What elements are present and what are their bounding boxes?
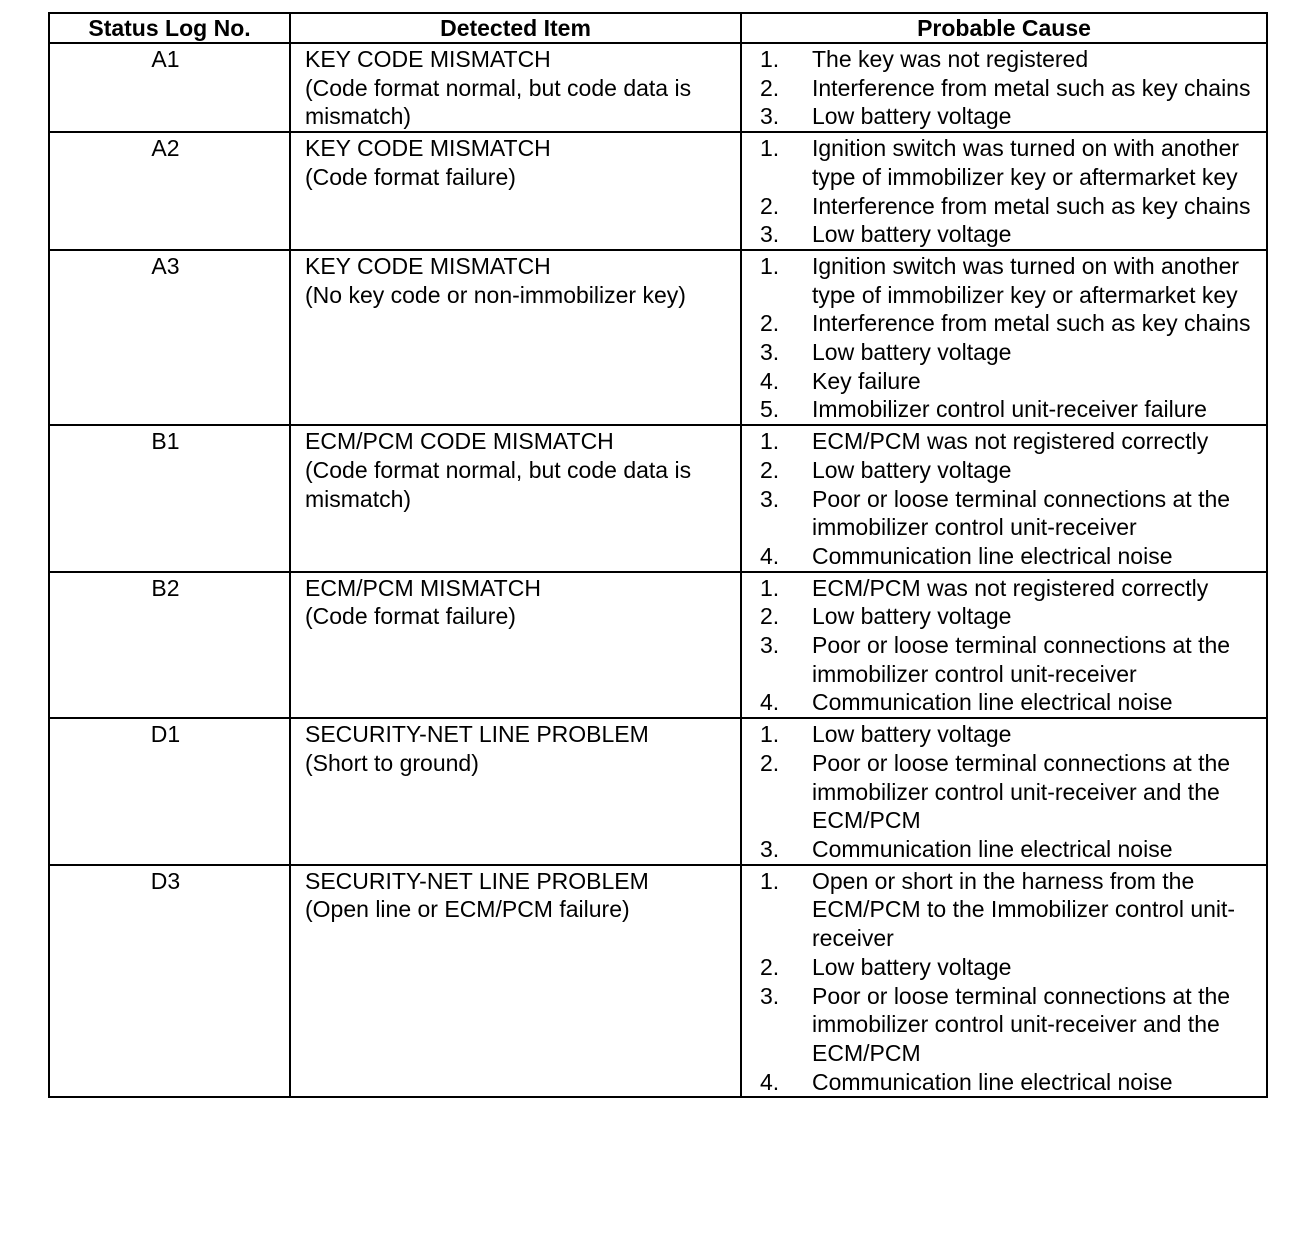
probable-cause-item <box>760 367 1260 396</box>
probable-cause-item <box>760 102 1260 131</box>
status-log-table <box>48 12 1268 1098</box>
probable-cause-item <box>760 542 1260 571</box>
cause-number: 4. <box>760 1068 780 1095</box>
detected-item-detail: (Code format failure) <box>305 163 516 190</box>
status-log-table-wrapper <box>48 12 1266 1098</box>
probable-cause-cell <box>741 132 1267 250</box>
status-log-cell: A3 <box>49 250 290 425</box>
probable-cause-item <box>760 252 1260 309</box>
table-row <box>49 425 1267 572</box>
cause-number: 3. <box>760 835 780 862</box>
cause-text: Ignition switch was turned on with another type of immobilizer key or aftermarket key <box>812 135 1240 190</box>
probable-cause-item <box>760 835 1260 864</box>
cause-number: 1. <box>760 721 780 748</box>
probable-cause-item <box>760 1068 1260 1097</box>
cause-text: Immobilizer control unit-receiver failure <box>812 396 1207 423</box>
cause-number: 4. <box>760 689 780 716</box>
probable-cause-item <box>760 309 1260 338</box>
cause-number: 2. <box>760 953 780 980</box>
probable-cause-item <box>760 867 1260 953</box>
header-status-log: Status Log No. <box>49 13 290 43</box>
header-detected-item: Detected Item <box>290 13 741 43</box>
probable-cause-cell <box>741 250 1267 425</box>
probable-cause-item <box>760 192 1260 221</box>
cause-number: 1. <box>760 574 780 601</box>
cause-text: ECM/PCM was not registered correctly <box>812 574 1209 601</box>
detected-item-cell <box>290 425 741 572</box>
detected-item-title: KEY CODE MISMATCH <box>305 252 551 279</box>
detected-item-title: KEY CODE MISMATCH <box>305 135 551 162</box>
cause-text: Low battery voltage <box>812 103 1012 130</box>
cause-text: Communication line electrical noise <box>812 689 1173 716</box>
cause-text: Key failure <box>812 367 921 394</box>
cause-number: 1. <box>760 252 780 279</box>
cause-number: 3. <box>760 632 780 659</box>
probable-cause-list <box>760 427 1260 571</box>
probable-cause-item <box>760 134 1260 191</box>
cause-text: Low battery voltage <box>812 953 1012 980</box>
cause-number: 2. <box>760 749 780 776</box>
probable-cause-item <box>760 574 1260 603</box>
detected-item-cell <box>290 250 741 425</box>
probable-cause-list <box>760 720 1260 864</box>
detected-item-title: ECM/PCM CODE MISMATCH <box>305 428 614 455</box>
status-log-cell: D3 <box>49 865 290 1098</box>
cause-text: Interference from metal such as key chains <box>812 74 1251 101</box>
probable-cause-cell <box>741 865 1267 1098</box>
probable-cause-item <box>760 953 1260 982</box>
cause-number: 2. <box>760 74 780 101</box>
probable-cause-cell <box>741 718 1267 865</box>
probable-cause-item <box>760 338 1260 367</box>
cause-text: ECM/PCM was not registered correctly <box>812 428 1209 455</box>
probable-cause-item <box>760 720 1260 749</box>
cause-number: 4. <box>760 367 780 394</box>
cause-text: Ignition switch was turned on with another type of immobilizer key or aftermarket key <box>812 252 1240 308</box>
detected-item-detail: (Code format normal, but code data is mismatch) <box>305 456 692 512</box>
table-body <box>49 43 1267 1097</box>
probable-cause-list <box>760 574 1260 718</box>
detected-item-title: SECURITY-NET LINE PROBLEM <box>305 867 649 894</box>
cause-number: 4. <box>760 542 780 569</box>
table-row <box>49 572 1267 719</box>
cause-text: Low battery voltage <box>812 456 1012 483</box>
table-row <box>49 250 1267 425</box>
status-log-cell: A2 <box>49 132 290 250</box>
detected-item-cell <box>290 865 741 1098</box>
probable-cause-item <box>760 220 1260 249</box>
cause-text: Open or short in the harness from the ECM/PCM to the Immobilizer control unit-receiver <box>812 867 1236 952</box>
table-header-row <box>49 13 1267 43</box>
probable-cause-item <box>760 74 1260 103</box>
probable-cause-item <box>760 395 1260 424</box>
cause-number: 2. <box>760 603 780 630</box>
status-log-cell: B1 <box>49 425 290 572</box>
status-log-cell: D1 <box>49 718 290 865</box>
probable-cause-list <box>760 867 1260 1097</box>
status-log-cell: A1 <box>49 43 290 132</box>
probable-cause-item <box>760 485 1260 542</box>
table-row <box>49 865 1267 1098</box>
detected-item-title: ECM/PCM MISMATCH <box>305 574 541 601</box>
detected-item-title: SECURITY-NET LINE PROBLEM <box>305 721 649 748</box>
probable-cause-item <box>760 631 1260 688</box>
detected-item-cell <box>290 718 741 865</box>
probable-cause-cell <box>741 572 1267 719</box>
detected-item-detail: (Short to ground) <box>305 749 479 776</box>
detected-item-cell <box>290 43 741 132</box>
detected-item-cell <box>290 572 741 719</box>
cause-text: Low battery voltage <box>812 221 1012 248</box>
cause-text: Communication line electrical noise <box>812 1068 1173 1095</box>
cause-number: 1. <box>760 428 780 455</box>
table-row <box>49 132 1267 250</box>
cause-number: 1. <box>760 135 780 162</box>
cause-number: 2. <box>760 456 780 483</box>
table-row <box>49 718 1267 865</box>
probable-cause-cell <box>741 43 1267 132</box>
probable-cause-list <box>760 134 1260 249</box>
probable-cause-cell <box>741 425 1267 572</box>
status-log-cell: B2 <box>49 572 290 719</box>
cause-text: Interference from metal such as key chains <box>812 310 1251 337</box>
cause-text: Poor or loose terminal connections at the immobilizer control unit-receiver and the ECM/PCM <box>812 982 1231 1066</box>
cause-number: 2. <box>760 192 780 219</box>
detected-item-cell <box>290 132 741 250</box>
cause-number: 3. <box>760 221 780 248</box>
probable-cause-item <box>760 602 1260 631</box>
cause-text: Low battery voltage <box>812 721 1012 748</box>
cause-text: Low battery voltage <box>812 339 1012 366</box>
detected-item-detail: (Code format failure) <box>305 603 516 630</box>
header-probable-cause: Probable Cause <box>741 13 1267 43</box>
cause-text: Interference from metal such as key chains <box>812 192 1251 219</box>
detected-item-detail: (Open line or ECM/PCM failure) <box>305 896 630 923</box>
cause-number: 3. <box>760 982 780 1009</box>
probable-cause-list <box>760 252 1260 424</box>
cause-number: 5. <box>760 396 780 423</box>
probable-cause-item <box>760 427 1260 456</box>
probable-cause-list <box>760 45 1260 131</box>
cause-text: Communication line electrical noise <box>812 835 1173 862</box>
cause-number: 1. <box>760 867 780 894</box>
probable-cause-item <box>760 982 1260 1068</box>
probable-cause-item <box>760 456 1260 485</box>
detected-item-title: KEY CODE MISMATCH <box>305 46 551 72</box>
cause-number: 3. <box>760 339 780 366</box>
probable-cause-item <box>760 688 1260 717</box>
probable-cause-item <box>760 749 1260 835</box>
detected-item-detail: (No key code or non-immobilizer key) <box>305 281 686 308</box>
cause-text: Poor or loose terminal connections at the immobilizer control unit-receiver and the ECM/PCM <box>812 749 1231 834</box>
cause-number: 3. <box>760 103 780 130</box>
cause-number: 3. <box>760 485 780 512</box>
detected-item-detail: (Code format normal, but code data is mismatch) <box>305 74 692 130</box>
cause-text: Communication line electrical noise <box>812 542 1173 569</box>
cause-text: Low battery voltage <box>812 603 1012 630</box>
cause-text: Poor or loose terminal connections at the immobilizer control unit-receiver <box>812 632 1231 687</box>
cause-number: 1. <box>760 46 780 72</box>
cause-text: The key was not registered <box>812 46 1089 72</box>
cause-text: Poor or loose terminal connections at the immobilizer control unit-receiver <box>812 485 1231 541</box>
table-row <box>49 43 1267 132</box>
probable-cause-item <box>760 45 1260 74</box>
cause-number: 2. <box>760 310 780 337</box>
